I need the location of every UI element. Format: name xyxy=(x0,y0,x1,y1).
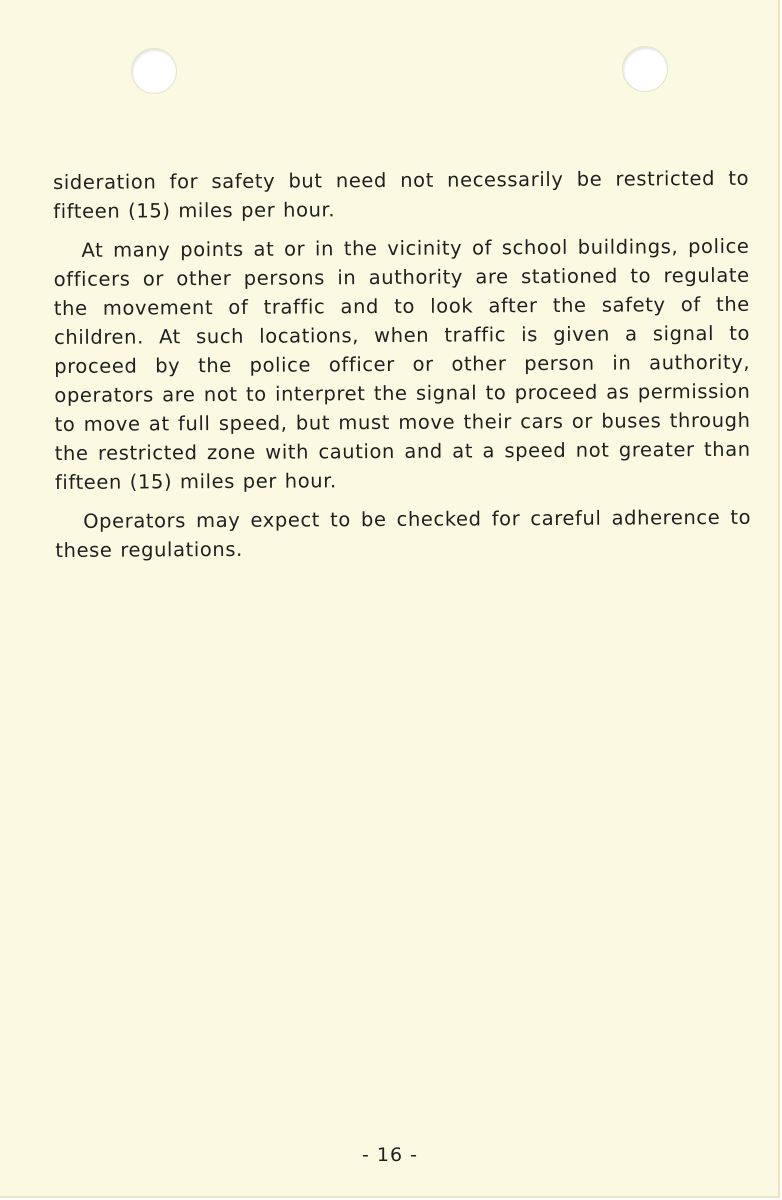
punch-hole-left xyxy=(131,48,177,94)
punch-hole-right xyxy=(622,46,668,92)
body-text xyxy=(53,164,751,575)
paragraph-adherence: Operators may expect to be checked for careful adherence to these regulations. xyxy=(55,505,752,562)
paragraph-continuation: sideration for safety but need not necessarily be restricted to fifteen (15) miles per hour. xyxy=(53,166,750,223)
paragraph-school-zones: At many points at or in the vicinity of school buildings, police officers or other persons in authority are stationed to regulate the movement of traffic and to look after the safety of the children. At such locations, when traffic is given a signal to proceed by the police officer or other person in authority, operators are not to interpret the signal to proceed as permission to move at full speed, but must move their cars or buses through the restricted zone with caution and at a speed not greater than fifteen (15) miles per hour. xyxy=(53,234,751,494)
page-number: - 16 - xyxy=(362,1144,418,1166)
